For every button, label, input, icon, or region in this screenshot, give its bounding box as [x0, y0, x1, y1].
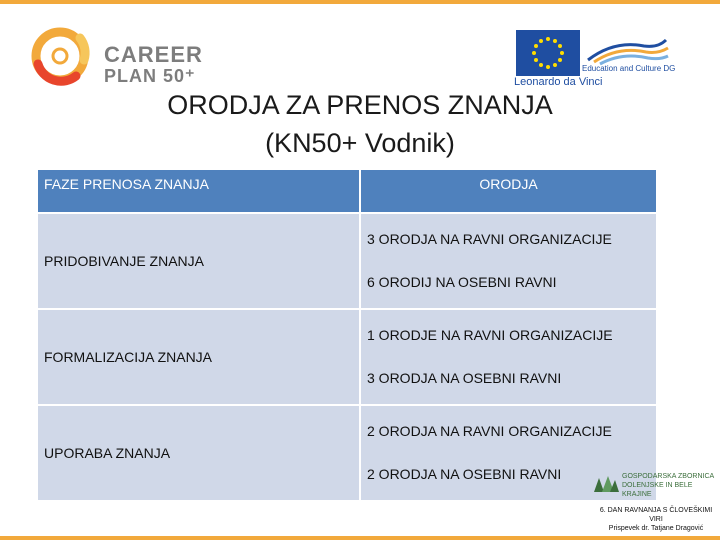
chamber-name-line-2: DOLENJSKE IN BELE KRAJINE	[622, 482, 693, 498]
tool-item: 3 ORODJA NA RAVNI ORGANIZACIJE	[367, 231, 612, 247]
chamber-name	[622, 472, 720, 499]
eu-flag-logo	[516, 30, 580, 76]
dg-caption: Education and Culture DG	[582, 64, 676, 73]
tools-cell	[360, 309, 657, 405]
career-plan-logo	[28, 24, 203, 88]
bottom-accent-bar	[0, 536, 720, 540]
partner-block	[592, 470, 720, 536]
phase-cell: UPORABA ZNANJA	[37, 405, 360, 501]
eu-flag-icon	[516, 30, 580, 76]
title-line-2: (KN50+ Vodnik)	[265, 128, 455, 158]
table-row	[37, 213, 657, 309]
footer-line-2: VIRI	[649, 516, 663, 523]
plan-logo-text: PLAN 50⁺	[104, 66, 196, 86]
chamber-name-line-1: GOSPODARSKA ZBORNICA	[622, 473, 715, 480]
tool-item: 1 ORODJE NA RAVNI ORGANIZACIJE	[367, 327, 613, 343]
footer-line-3: Prispevek dr. Tatjane Dragović	[608, 525, 704, 532]
header-phases: FAZE PRENOSA ZNANJA	[37, 169, 360, 213]
header-tools: ORODJA	[360, 169, 657, 213]
table-row	[37, 309, 657, 405]
tools-cell	[360, 213, 657, 309]
phase-cell: PRIDOBIVANJE ZNANJA	[37, 213, 360, 309]
tool-item: 2 ORODJA NA RAVNI ORGANIZACIJE	[367, 423, 612, 439]
event-footer	[592, 506, 720, 533]
slide-title	[0, 86, 720, 162]
table-header-row	[37, 169, 657, 213]
tool-item: 6 ORODIJ NA OSEBNI RAVNI	[367, 274, 557, 290]
footer-line-1: 6. DAN RAVNANJA S ČLOVEŠKIMI	[599, 507, 713, 514]
top-accent-bar	[0, 0, 720, 4]
table-row	[37, 405, 657, 501]
tool-item: 2 ORODJA NA OSEBNI RAVNI	[367, 466, 562, 482]
title-line-1: ORODJA ZA PRENOS ZNANJA	[167, 90, 553, 120]
career-plan-swirl-icon	[28, 24, 98, 88]
chamber-logo-icon	[592, 474, 620, 494]
tool-item: 3 ORODJA NA OSEBNI RAVNI	[367, 370, 562, 386]
phase-cell: FORMALIZACIJA ZNANJA	[37, 309, 360, 405]
leonardo-caption: Leonardo da Vinci	[514, 76, 603, 88]
knowledge-transfer-table	[36, 168, 658, 502]
career-logo-text: CAREER	[104, 42, 203, 67]
